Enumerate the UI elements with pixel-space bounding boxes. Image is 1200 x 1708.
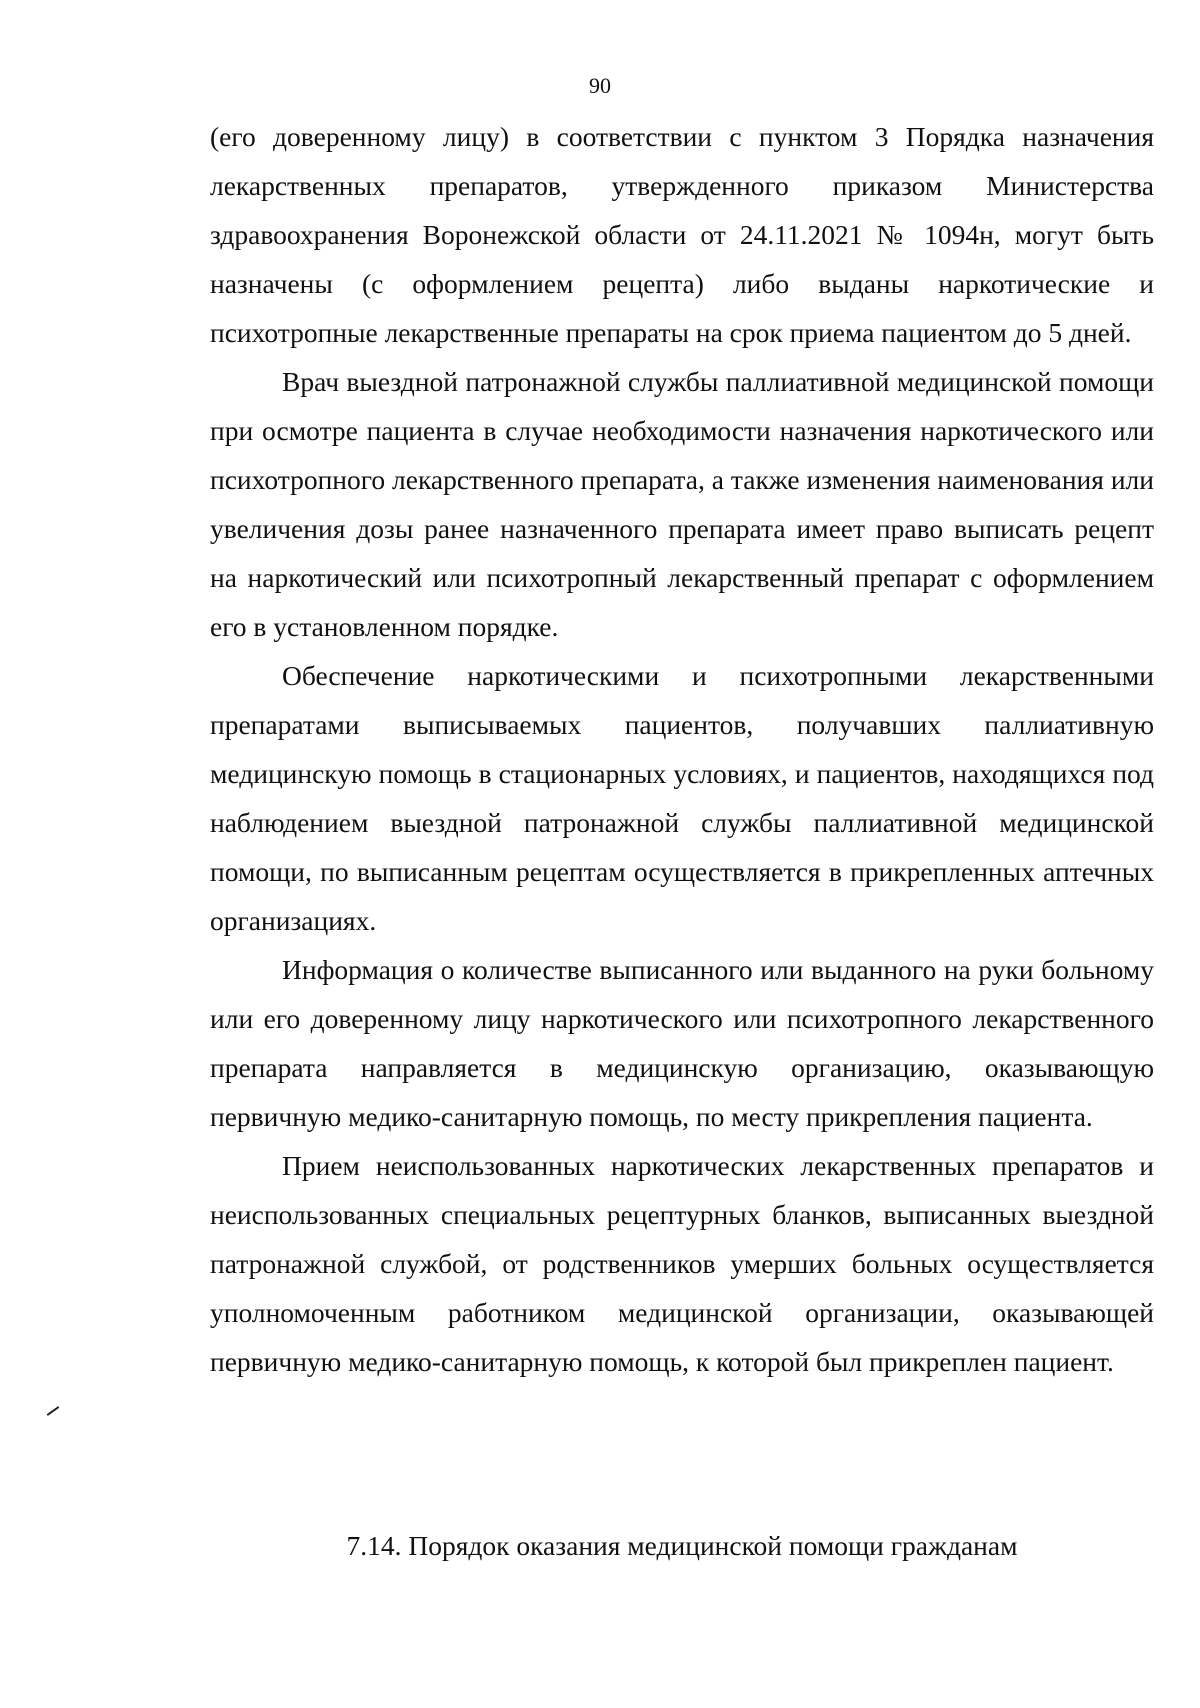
page-number: 90 (589, 73, 611, 98)
paragraph-doctor-prescription: Врач выездной патронажной службы паллиативной медицинской помощи при осмотре пациента в случае необходимости назначения наркотического или психотропного лекарственного препарата, а также изменения наименования или увеличения дозы ранее назначенного препарата имеет право выписать рецепт на наркотический или психотропный лекарственный препарат с оформлением его в установленном порядке. (210, 366, 1154, 642)
paragraph-information-transfer: Информация о количестве выписанного или выданного на руки больному или его доверенному лицу наркотического или психотропного лекарственного препарата направляется в медицинскую организацию, оказывающую первичную медико-санитарную помощь, по месту прикрепления пациента. (210, 954, 1154, 1132)
paragraph-pharmacy-supply: Обеспечение наркотическими и психотропными лекарственными препаратами выписываемых пациентов, получавших паллиативную медицинскую помощь в стационарных условиях, и пациентов, находящихся под наблюдением выездной патронажной службы паллиативной медицинской помощи, по выписанным рецептам осуществляется в прикрепленных аптечных организациях. (210, 660, 1154, 936)
paragraph-continuation: (его доверенному лицу) в соответствии с пунктом 3 Порядка назначения лекарственных препаратов, утвержденного приказом Министерства здравоохранения Воронежской области от 24.11.2021 № 1094н, могут быть назначены (с оформлением рецепта) либо выданы наркотические и психотропные лекарственные препараты на срок приема пациентом до 5 дней. (210, 121, 1154, 348)
scan-artifact-mark (47, 1406, 60, 1416)
section-heading: 7.14. Порядок оказания медицинской помощи гражданам (346, 1530, 1018, 1561)
document-body (210, 112, 1154, 1386)
paragraph-unused-drugs-return: Прием неиспользованных наркотических лекарственных препаратов и неиспользованных специальных рецептурных бланков, выписанных выездной патронажной службой, от родственников умерших больных осуществляется уполномоченным работником медицинской организации, оказывающей первичную медико-санитарную помощь, к которой был прикреплен пациент. (210, 1150, 1154, 1377)
